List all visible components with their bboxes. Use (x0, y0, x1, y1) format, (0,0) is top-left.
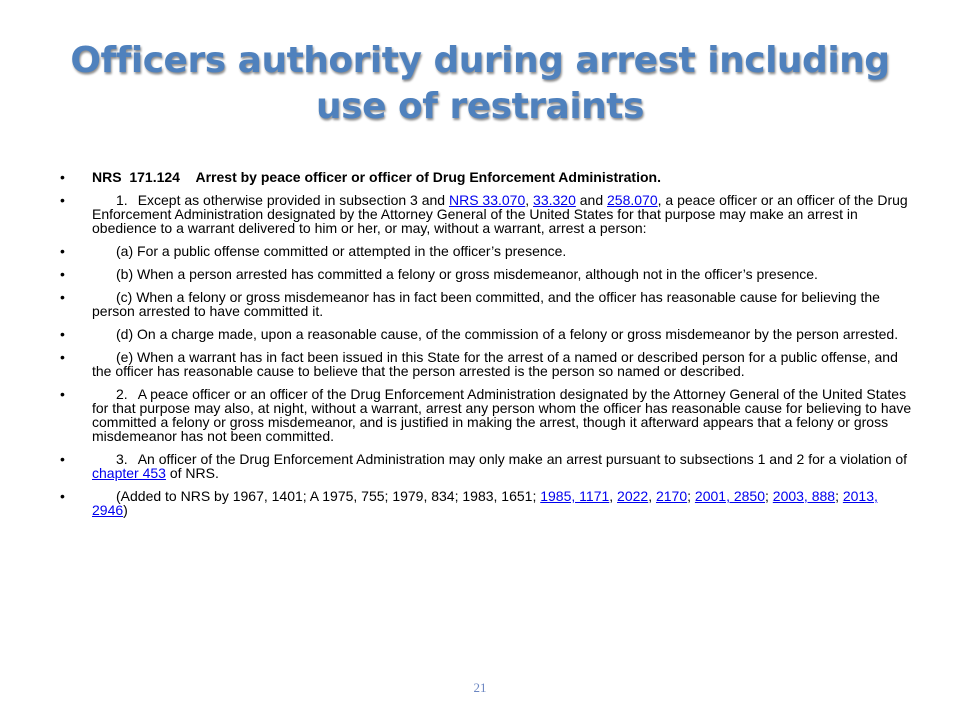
page-number: 21 (473, 680, 487, 695)
list-item (60, 169, 912, 185)
link-33-320[interactable]: 33.320 (533, 192, 576, 208)
history-text: ) (123, 502, 128, 518)
bullet-icon: • (60, 266, 65, 282)
bullet-icon: • (60, 169, 65, 185)
separator: , (609, 488, 618, 504)
item-text: When a warrant has in fact been issued in this State for the arrest of a named or described person for a public offense, and the officer has reasonable cause to believe that the person arrested is the person so named or described. (92, 349, 898, 379)
list-item (60, 451, 912, 481)
separator: and (575, 192, 608, 208)
list-item (60, 326, 912, 342)
link-nrs-33-070[interactable]: NRS 33.070 (448, 192, 526, 208)
link-2013-2946[interactable]: 2013, 2946 (92, 488, 878, 518)
separator: ; (687, 488, 695, 504)
list-item (60, 349, 912, 379)
item-text: Except as otherwise provided in subsection 3 and (137, 192, 449, 208)
item-number: (a) (116, 243, 134, 259)
item-text: When a person arrested has committed a felony or gross misdemeanor, although not in the officer’s presence. (137, 266, 818, 282)
list-item (60, 289, 912, 319)
section-heading: NRS 171.124 Arrest by peace officer or officer of Drug Enforcement Administration. (92, 169, 661, 185)
link-2170[interactable]: 2170 (655, 488, 688, 504)
bullet-icon: • (60, 192, 65, 208)
bullet-icon: • (60, 386, 65, 402)
link-chapter-453[interactable]: chapter 453 (92, 465, 166, 481)
link-258-070[interactable]: 258.070 (607, 192, 658, 208)
item-text: of NRS. (165, 465, 219, 481)
bullet-icon: • (60, 289, 65, 305)
list-item (60, 192, 912, 236)
item-number: (b) (116, 266, 134, 282)
list-item (60, 243, 912, 259)
link-2001-2850[interactable]: 2001, 2850 (694, 488, 765, 504)
bullet-icon: • (60, 451, 65, 467)
link-2022[interactable]: 2022 (617, 488, 649, 504)
list-item (60, 386, 912, 444)
item-number: (e) (116, 349, 134, 365)
item-number: 1. (116, 192, 128, 208)
bullet-list (60, 169, 912, 526)
link-1985-1171[interactable]: 1985, 1171 (540, 488, 610, 504)
list-item (60, 266, 912, 282)
separator: , (648, 488, 656, 504)
separator: ; (765, 488, 773, 504)
bullet-icon: • (60, 243, 65, 259)
history-text: (Added to NRS by 1967, 1401; A 1975, 755; 1979, 834; 1983, 1651; (116, 488, 541, 504)
item-text: When a felony or gross misdemeanor has in fact been committed, and the officer has reasonable cause for believing the person arrested to have committed it. (92, 289, 880, 319)
item-number: 2. (116, 386, 128, 402)
item-number: (c) (116, 289, 133, 305)
bullet-icon: • (60, 488, 65, 504)
slide-title: Officers authority during arrest including use of restraints (70, 40, 890, 127)
separator: , (525, 192, 534, 208)
item-text: , a peace officer or an officer of the Drug Enforcement Administration designated by the Attorney General of the United States for that purpose may make an arrest in obedience to a warrant delivered to him or her, or may, without a warrant, arrest a person: (92, 192, 908, 236)
bullet-icon: • (60, 349, 65, 365)
item-number: (d) (116, 326, 134, 342)
list-item (60, 488, 912, 518)
item-text: For a public offense committed or attempted in the officer’s presence. (137, 243, 567, 259)
item-number: 3. (116, 451, 128, 467)
separator: ; (835, 488, 843, 504)
item-text: On a charge made, upon a reasonable cause, of the commission of a felony or gross misdemeanor by the person arrested. (137, 326, 899, 342)
item-text: A peace officer or an officer of the Drug Enforcement Administration designated by the Attorney General of the United States for that purpose may also, at night, without a warrant, arrest any person whom the officer has reasonable cause for believing to have committed a felony or gross misdemeanor, and is justified in making the arrest, though it afterward appears that a felony or gross misdemeanor has not been committed. (92, 386, 912, 444)
link-2003-888[interactable]: 2003, 888 (772, 488, 836, 504)
item-text: An officer of the Drug Enforcement Administration may only make an arrest pursuant to subsections 1 and 2 for a violation of (137, 451, 908, 467)
bullet-icon: • (60, 326, 65, 342)
